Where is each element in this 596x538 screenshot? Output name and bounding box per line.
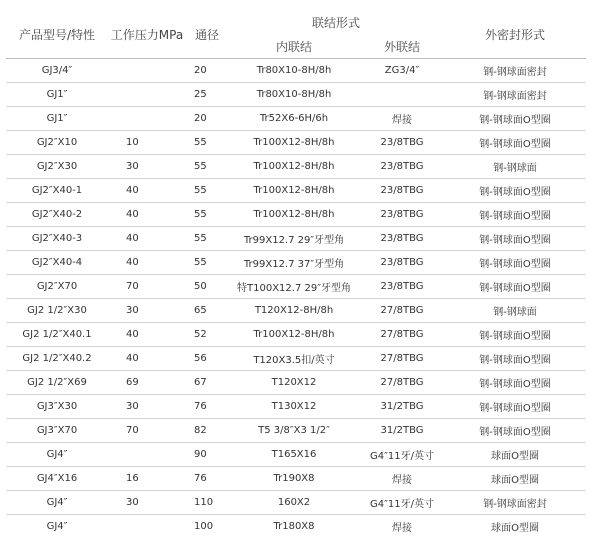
table-row: [6, 59, 586, 83]
cell-model: GJ3/4″: [6, 59, 108, 83]
cell-outer-connection: [360, 83, 444, 107]
cell-outer-connection: 31/2TBG: [360, 395, 444, 419]
cell-inner-connection: 特T100X12.7 29″牙型角: [228, 275, 360, 299]
cell-model: GJ3″X30: [6, 395, 108, 419]
cell-inner-connection: T130X12: [228, 395, 360, 419]
cell-pressure: 70: [108, 275, 186, 299]
cell-bore: 55: [186, 227, 228, 251]
cell-bore: 25: [186, 83, 228, 107]
table-row: [6, 179, 586, 203]
cell-model: GJ2″X30: [6, 155, 108, 179]
cell-bore: 100: [186, 515, 228, 538]
cell-seal: 钢-钢球面O型圈: [444, 419, 586, 443]
table-row: [6, 227, 586, 251]
cell-pressure: 40: [108, 179, 186, 203]
table-row: [6, 323, 586, 347]
cell-seal: 钢-钢球面O型圈: [444, 251, 586, 275]
cell-outer-connection: G4″11牙/英寸: [360, 443, 444, 467]
cell-model: GJ2″X10: [6, 131, 108, 155]
cell-seal: 球面O型圈: [444, 467, 586, 491]
cell-seal: 球面O型圈: [444, 515, 586, 538]
cell-bore: 67: [186, 371, 228, 395]
cell-inner-connection: Tr100X12-8H/8h: [228, 179, 360, 203]
cell-outer-connection: 23/8TBG: [360, 275, 444, 299]
cell-outer-connection: 23/8TBG: [360, 227, 444, 251]
table-row: [6, 107, 586, 131]
cell-inner-connection: 160X2: [228, 491, 360, 515]
table-body: [6, 59, 586, 538]
cell-bore: 55: [186, 131, 228, 155]
cell-inner-connection: Tr80X10-8H/8h: [228, 59, 360, 83]
cell-model: GJ2″X40-3: [6, 227, 108, 251]
cell-seal: 钢-钢球面O型圈: [444, 131, 586, 155]
cell-pressure: 70: [108, 419, 186, 443]
cell-inner-connection: Tr99X12.7 37″牙型角: [228, 251, 360, 275]
cell-pressure: [108, 83, 186, 107]
table-header: [6, 10, 586, 59]
cell-pressure: 40: [108, 323, 186, 347]
cell-outer-connection: 27/8TBG: [360, 323, 444, 347]
table-row: [6, 83, 586, 107]
cell-outer-connection: 27/8TBG: [360, 347, 444, 371]
cell-inner-connection: Tr100X12-8H/8h: [228, 323, 360, 347]
cell-pressure: [108, 443, 186, 467]
cell-bore: 76: [186, 395, 228, 419]
cell-model: GJ2″X40-2: [6, 203, 108, 227]
cell-model: GJ1″: [6, 107, 108, 131]
table-row: [6, 467, 586, 491]
cell-model: GJ2″X70: [6, 275, 108, 299]
cell-seal: 钢-钢球面O型圈: [444, 107, 586, 131]
cell-pressure: 40: [108, 251, 186, 275]
cell-bore: 50: [186, 275, 228, 299]
cell-pressure: 30: [108, 299, 186, 323]
cell-outer-connection: 27/8TBG: [360, 371, 444, 395]
header-inner: 内联结: [228, 34, 360, 59]
cell-seal: 钢-钢球面O型圈: [444, 323, 586, 347]
cell-bore: 20: [186, 59, 228, 83]
table-row: [6, 251, 586, 275]
cell-inner-connection: T165X16: [228, 443, 360, 467]
cell-seal: 钢-钢球面O型圈: [444, 395, 586, 419]
cell-pressure: 69: [108, 371, 186, 395]
cell-model: GJ1″: [6, 83, 108, 107]
table-row: [6, 491, 586, 515]
cell-seal: 球面O型圈: [444, 443, 586, 467]
cell-pressure: [108, 59, 186, 83]
cell-bore: 55: [186, 203, 228, 227]
cell-outer-connection: 23/8TBG: [360, 155, 444, 179]
cell-inner-connection: Tr99X12.7 29″牙型角: [228, 227, 360, 251]
cell-pressure: 40: [108, 203, 186, 227]
cell-pressure: 30: [108, 395, 186, 419]
cell-seal: 钢-钢球面密封: [444, 83, 586, 107]
cell-outer-connection: 焊接: [360, 467, 444, 491]
cell-seal: 钢-钢球面O型圈: [444, 371, 586, 395]
cell-pressure: 30: [108, 491, 186, 515]
spec-table: [6, 10, 586, 538]
header-outer: 外联结: [360, 34, 444, 59]
table-row: [6, 515, 586, 538]
cell-inner-connection: Tr100X12-8H/8h: [228, 155, 360, 179]
cell-outer-connection: 27/8TBG: [360, 299, 444, 323]
cell-bore: 55: [186, 155, 228, 179]
cell-outer-connection: 31/2TBG: [360, 419, 444, 443]
table-row: [6, 395, 586, 419]
cell-outer-connection: 23/8TBG: [360, 251, 444, 275]
cell-pressure: 10: [108, 131, 186, 155]
cell-inner-connection: T120X12: [228, 371, 360, 395]
cell-seal: 钢-钢球面O型圈: [444, 203, 586, 227]
cell-model: GJ4″X16: [6, 467, 108, 491]
table-row: [6, 299, 586, 323]
header-pressure: 工作压力MPa: [108, 10, 186, 59]
cell-model: GJ4″: [6, 443, 108, 467]
cell-bore: 82: [186, 419, 228, 443]
cell-model: GJ2 1/2″X40.2: [6, 347, 108, 371]
cell-bore: 76: [186, 467, 228, 491]
cell-seal: 钢-钢球面: [444, 299, 586, 323]
cell-outer-connection: ZG3/4″: [360, 59, 444, 83]
cell-bore: 52: [186, 323, 228, 347]
cell-pressure: 16: [108, 467, 186, 491]
table-row: [6, 443, 586, 467]
cell-pressure: [108, 515, 186, 538]
table-row: [6, 203, 586, 227]
cell-model: GJ2″X40-1: [6, 179, 108, 203]
cell-seal: 钢-钢球面O型圈: [444, 275, 586, 299]
cell-bore: 65: [186, 299, 228, 323]
cell-inner-connection: T5 3/8″X3 1/2″: [228, 419, 360, 443]
cell-model: GJ2 1/2″X40.1: [6, 323, 108, 347]
cell-pressure: 40: [108, 227, 186, 251]
cell-seal: 钢-钢球面O型圈: [444, 347, 586, 371]
cell-model: GJ2″X40-4: [6, 251, 108, 275]
header-connection: 联结形式: [228, 10, 444, 34]
cell-model: GJ4″: [6, 515, 108, 538]
cell-bore: 20: [186, 107, 228, 131]
header-seal: 外密封形式: [444, 10, 586, 59]
cell-inner-connection: Tr100X12-8H/8h: [228, 203, 360, 227]
table-row: [6, 275, 586, 299]
cell-bore: 55: [186, 251, 228, 275]
cell-bore: 110: [186, 491, 228, 515]
cell-inner-connection: T120X12-8H/8h: [228, 299, 360, 323]
cell-outer-connection: 23/8TBG: [360, 203, 444, 227]
cell-outer-connection: 焊接: [360, 107, 444, 131]
cell-seal: 钢-钢球面密封: [444, 59, 586, 83]
cell-inner-connection: Tr80X10-8H/8h: [228, 83, 360, 107]
table-row: [6, 419, 586, 443]
cell-model: GJ4″: [6, 491, 108, 515]
header-bore: 通径: [186, 10, 228, 59]
cell-model: GJ2 1/2″X30: [6, 299, 108, 323]
table-row: [6, 371, 586, 395]
cell-pressure: 30: [108, 155, 186, 179]
cell-inner-connection: Tr52X6-6H/6h: [228, 107, 360, 131]
cell-bore: 55: [186, 179, 228, 203]
cell-outer-connection: G4″11牙/英寸: [360, 491, 444, 515]
cell-inner-connection: Tr190X8: [228, 467, 360, 491]
cell-seal: 钢-钢球面: [444, 155, 586, 179]
header-model: 产品型号/特性: [6, 10, 108, 59]
table-row: [6, 131, 586, 155]
table-row: [6, 347, 586, 371]
cell-outer-connection: 23/8TBG: [360, 131, 444, 155]
cell-seal: 钢-钢球面O型圈: [444, 227, 586, 251]
cell-outer-connection: 焊接: [360, 515, 444, 538]
cell-pressure: [108, 107, 186, 131]
cell-seal: 钢-钢球面O型圈: [444, 179, 586, 203]
cell-bore: 90: [186, 443, 228, 467]
cell-inner-connection: Tr100X12-8H/8h: [228, 131, 360, 155]
cell-bore: 56: [186, 347, 228, 371]
table-row: [6, 155, 586, 179]
cell-model: GJ3″X70: [6, 419, 108, 443]
cell-seal: 钢-钢球面密封: [444, 491, 586, 515]
cell-pressure: 40: [108, 347, 186, 371]
cell-inner-connection: T120X3.5扣/英寸: [228, 347, 360, 371]
cell-model: GJ2 1/2″X69: [6, 371, 108, 395]
cell-inner-connection: Tr180X8: [228, 515, 360, 538]
cell-outer-connection: 23/8TBG: [360, 179, 444, 203]
